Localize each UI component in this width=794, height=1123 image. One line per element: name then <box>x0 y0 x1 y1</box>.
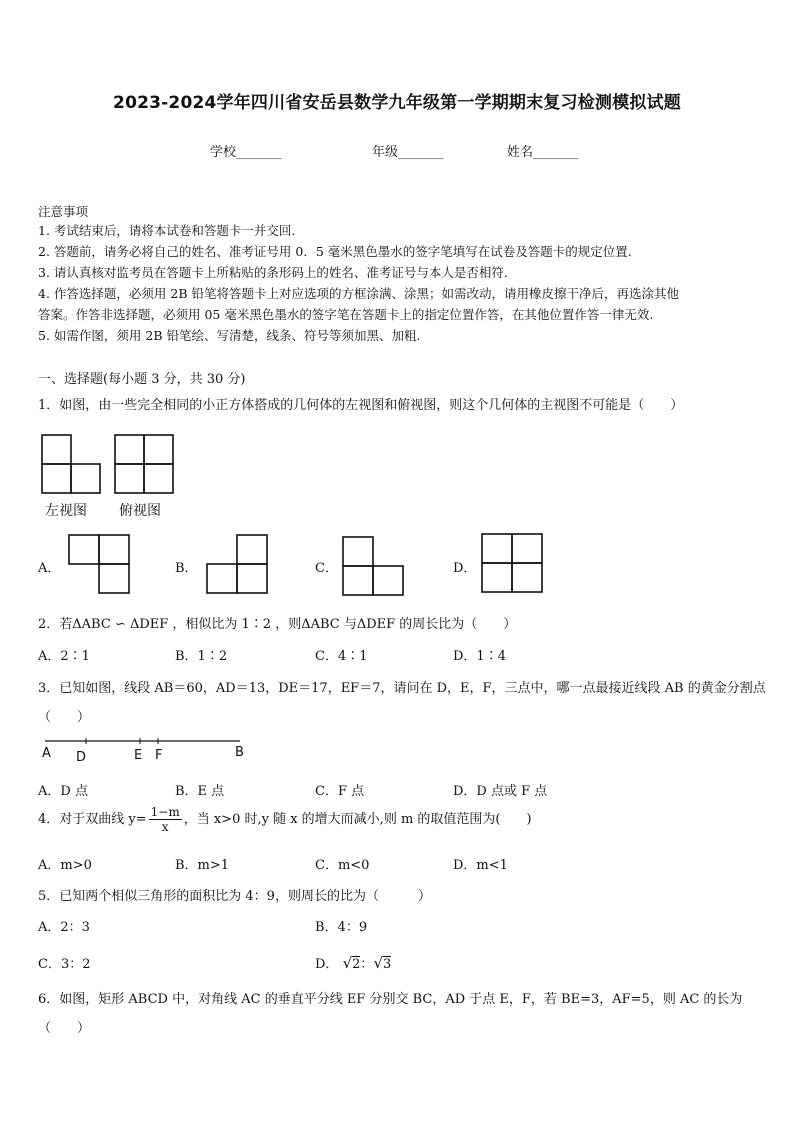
q3-option-b: B．E 点 <box>175 784 225 799</box>
q1-option-b-label: B． <box>175 561 198 576</box>
question-5-stem: 5．已知两个相似三角形的面积比为 4：9，则周长的比为（ ） <box>38 889 431 904</box>
q2-option-b: B．1∶2 <box>175 649 228 664</box>
q4-option-b: B．m>1 <box>175 858 230 873</box>
question-6-stem: 6．如图，矩形 ABCD 中，对角线 AC 的垂直平分线 EF 分别交 BC，AD 于点 E，F，若 BE=3，AF=5，则 AC 的长为 <box>38 992 743 1007</box>
left-view-figure <box>40 433 105 495</box>
question-1-stem: 1．如图，由一些完全相同的小正方体搭成的几何体的左视图和俯视图，则这个几何体的主视图不可能是（ ） <box>38 398 684 413</box>
question-2-stem: 2．若ΔABC ∽ ΔDEF ，相似比为 1∶2 ，则ΔABC 与ΔDEF 的周长比为（ ） <box>38 617 517 632</box>
note-item-5: 5. 如需作图，须用 2B 铅笔绘、写清楚，线条、符号等须加黑、加粗. <box>38 328 421 343</box>
q4-stem-pre: 4．对于双曲线 y= <box>38 812 147 827</box>
q2-option-d: D．1∶4 <box>453 649 506 664</box>
question-6-stem-cont: （ ） <box>38 1021 91 1036</box>
sqrt-icon: √ <box>373 954 383 972</box>
q4-option-c: C．m<0 <box>315 858 370 873</box>
note-item-4: 4. 作答选择题，必须用 2B 铅笔将答题卡上对应选项的方框涂满、涂黑；如需改动，请用橡皮擦干净后，再选涂其他 <box>38 286 679 301</box>
note-item-4-cont: 答案。作答非选择题，必须用 05 毫米黑色墨水的签字笔在答题卡上的指定位置作答，在其他位置作答一律无效. <box>38 307 654 322</box>
school-field: 学校_______ <box>210 145 282 160</box>
note-item-1: 1. 考试结束后，请将本试卷和答题卡一并交回. <box>38 223 296 238</box>
q3-option-a: A．D 点 <box>38 784 88 799</box>
q4-denominator: x <box>161 820 169 834</box>
left-view-label: 左视图 <box>45 503 87 519</box>
q1-option-d-figure <box>480 532 544 594</box>
q1-option-a-label: A． <box>38 561 61 576</box>
point-b-label: B <box>235 745 244 760</box>
q5-option-d-radicand-b: 3 <box>383 957 392 972</box>
q5-option-d-radicand-a: 2 <box>352 957 361 972</box>
notes-title: 注意事项 <box>38 204 89 219</box>
top-view-figure <box>113 433 178 495</box>
q2-option-c: C．4∶1 <box>315 649 368 664</box>
q5-option-c: C．3：2 <box>38 957 91 972</box>
q1-option-a-figure <box>67 533 131 595</box>
grade-field: 年级_______ <box>372 145 444 160</box>
q4-option-d: D．m<1 <box>453 858 508 873</box>
q4-stem-post: ，当 x>0 时,y 随 x 的增大而减小,则 m 的取值范围为( ) <box>183 812 532 827</box>
q5-option-b: B．4：9 <box>315 920 368 935</box>
q5-option-d <box>315 953 391 972</box>
q1-option-c-label: C． <box>315 561 338 576</box>
q2-option-a: A．2∶1 <box>38 649 90 664</box>
q4-numerator: 1−m <box>150 805 180 819</box>
sqrt-icon: √ <box>342 954 353 972</box>
q5-option-d-separator: ： <box>360 957 374 972</box>
point-a-label: A <box>42 746 51 761</box>
point-e-label: E <box>134 748 143 763</box>
segment-ab-figure <box>40 736 250 766</box>
q1-option-b-figure <box>205 533 269 595</box>
top-view-label: 俯视图 <box>119 503 161 519</box>
page-title: 2023-2024学年四川省安岳县数学九年级第一学期期末复习检测模拟试题 <box>113 93 681 113</box>
q5-option-d-label: D． <box>315 957 339 972</box>
note-item-3: 3. 请认真核对监考员在答题卡上所粘贴的条形码上的姓名、准考证号与本人是否相符. <box>38 265 508 280</box>
q5-option-a: A．2：3 <box>38 920 90 935</box>
q3-option-d: D．D 点或 F 点 <box>453 784 548 799</box>
q3-option-c: C．F 点 <box>315 784 365 799</box>
q4-option-a: A．m>0 <box>38 858 92 873</box>
q4-fraction <box>149 805 182 834</box>
question-3-stem-cont: （ ） <box>38 710 91 725</box>
point-f-label: F <box>155 748 163 763</box>
name-field: 姓名_______ <box>507 145 579 160</box>
q1-option-d-label: D． <box>453 561 477 576</box>
point-d-label: D <box>76 750 87 765</box>
q1-option-c-figure <box>341 535 405 597</box>
note-item-2: 2. 答题前，请务必将自己的姓名、准考证号用 0．5 毫米黑色墨水的签字笔填写在试卷及答题卡的规定位置. <box>38 244 632 259</box>
section-heading: 一、选择题(每小题 3 分，共 30 分) <box>38 372 246 387</box>
question-3-stem: 3．已知如图，线段 AB＝60，AD＝13，DE＝17，EF＝7，请问在 D，E，F，三点中，哪一点最接近线段 AB 的黄金分割点 <box>38 681 766 696</box>
question-4-stem <box>38 805 532 834</box>
